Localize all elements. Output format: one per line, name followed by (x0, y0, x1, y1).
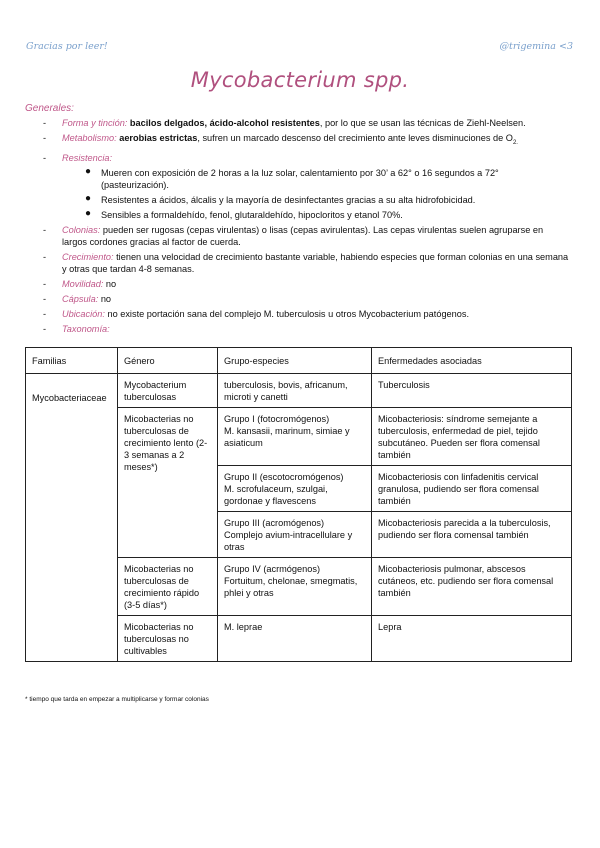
cell-grupo: tuberculosis, bovis, africanum, microti y canetti (218, 374, 372, 408)
section-title-generales: Generales: (25, 103, 74, 114)
cell-grupo: Grupo I (fotocromógenos) M. kansasii, marinum, simiae y asiaticum (218, 408, 372, 466)
item-subscript: 2. (512, 139, 518, 146)
item-label: Metabolismo: (62, 133, 117, 143)
cell-genero: Micobacterias no tuberculosas no cultivables (118, 616, 218, 662)
page-title: Mycobacterium spp. (190, 68, 410, 92)
item-metabolismo: - Metabolismo: aerobias estrictas, sufren un marcado descenso del crecimiento ante leves disminuciones de $O_{2.}$ (43, 133, 518, 146)
item-label: Taxonomía: (62, 323, 110, 334)
resistencia-bullet: ● Mueren con exposición de 2 horas a la luz solar, calentamiento por 30’ a 62° o 16 segundos a 72° (pasteurización). (85, 165, 499, 190)
item-label: Movilidad: (62, 278, 104, 289)
item-text: no existe portación sana del complejo M. tuberculosis u otros Mycobacterium patógenos. (104, 308, 470, 319)
resistencia-bullet: ● Sensibles a formaldehído, fenol, glutaraldehído, hipocloritos y etanol 70%. (85, 207, 403, 220)
col-header-familias: Familias (26, 348, 118, 374)
cell-enfermedad: Micobacteriosis: síndrome semejante a tuberculosis, enfermedad de piel, tejido subcutáneo. Pueden ser flora comensal también (372, 408, 572, 466)
item-bold-text: bacilos delgados, ácido-alcohol resistentes (129, 118, 320, 128)
item-label: Ubicación: (62, 308, 105, 319)
item-ubicacion: - Ubicación: no existe portación sana del complejo M. tuberculosis u otros Mycobacterium patógenos. (43, 308, 470, 319)
item-crecimiento: - Crecimiento: tienen una velocidad de crecimiento bastante variable, habiendo especies que forman colonias en una semana y otras que tardan 4-8 semanas. (43, 251, 569, 274)
item-movilidad: - Movilidad: no (43, 278, 117, 289)
cell-genero: Mycobacterium tuberculosas (118, 374, 218, 408)
col-header-grupo-especies: Grupo-especies (218, 348, 372, 374)
header-left-note: Gracias por leer! (26, 41, 108, 52)
generales-list (25, 117, 570, 338)
footnote: * tiempo que tarda en empezar a multiplicarse y formar colonias (25, 696, 209, 703)
item-text: tienen una velocidad de crecimiento bastante variable, habiendo especies que forman colonias en una semana y otras que tardan 4-8 semanas. (62, 251, 569, 274)
col-header-enfermedades: Enfermedades asociadas (372, 348, 572, 374)
cell-grupo: M. leprae (218, 616, 372, 662)
cell-enfermedad: Lepra (372, 616, 572, 662)
col-header-genero: Género (118, 348, 218, 374)
item-text: no (98, 293, 112, 304)
item-capsula: - Cápsula: no (43, 293, 112, 304)
cell-grupo: Grupo IV (acrmógenos) Fortuitum, chelonae, smegmatis, phlei y otras (218, 558, 372, 616)
item-colonias: - Colonias: pueden ser rugosas (cepas virulentas) o lisas (cepas avirulentas). Las cepas virulentas suelen agruparse en largos cordones gracias al factor de cuerda. (43, 224, 544, 247)
cell-grupo: Grupo II (escotocromógenos) M. scrofulaceum, szulgai, gordonae y flavescens (218, 466, 372, 512)
cell-enfermedad: Tuberculosis (372, 374, 572, 408)
cell-genero: Micobacterias no tuberculosas de crecimiento lento (2-3 semanas a 2 meses*) (118, 408, 218, 558)
item-text: , sufren un marcado descenso del crecimiento ante leves disminuciones de O (197, 133, 513, 143)
item-text: no (103, 278, 117, 289)
item-label: Crecimiento: (62, 251, 114, 262)
item-text: , por lo que se usan las técnicas de Ziehl-Neelsen. (319, 118, 526, 128)
taxonomy-table (25, 347, 572, 662)
item-text: pueden ser rugosas (cepas virulentas) o lisas (cepas avirulentas). Las cepas virulentas suelen agruparse en largos cordones gracias al factor de cuerda. (62, 224, 544, 247)
cell-grupo: Grupo III (acromógenos) Complejo avium-intracellulare y otras (218, 512, 372, 558)
item-bold-text: aerobias estrictas (119, 133, 198, 143)
item-label: Resistencia: (62, 152, 113, 163)
item-resistencia: - Resistencia: (43, 152, 113, 163)
item-label: Forma y tinción: (62, 118, 128, 128)
item-label: Cápsula: (62, 293, 99, 304)
header-author-handle: @trigemina <3 (499, 41, 573, 52)
resistencia-bullet: ● Resistentes a ácidos, álcalis y la mayoría de desinfectantes gracias a su alta hidrofobicidad. (85, 192, 476, 205)
table-row (26, 374, 572, 408)
cell-enfermedad: Micobacteriosis con linfadenitis cervical granulosa, pudiendo ser flora comensal también (372, 466, 572, 512)
table-header-row (26, 348, 572, 374)
cell-genero: Micobacterias no tuberculosas de crecimiento rápido (3-5 días*) (118, 558, 218, 616)
item-forma-tincion: - Forma y tinción: bacilos delgados, ácido-alcohol resistentes, por lo que se usan las técnicas de Ziehl-Neelsen. (43, 118, 526, 128)
cell-familia: Mycobacteriaceae (26, 374, 118, 662)
item-taxonomia: - Taxonomía: (43, 323, 110, 334)
item-label: Colonias: (62, 224, 101, 235)
cell-enfermedad: Micobacteriosis pulmonar, abscesos cutáneos, etc. pudiendo ser flora comensal también (372, 558, 572, 616)
cell-enfermedad: Micobacteriosis parecida a la tuberculosis, pudiendo ser flora comensal también (372, 512, 572, 558)
